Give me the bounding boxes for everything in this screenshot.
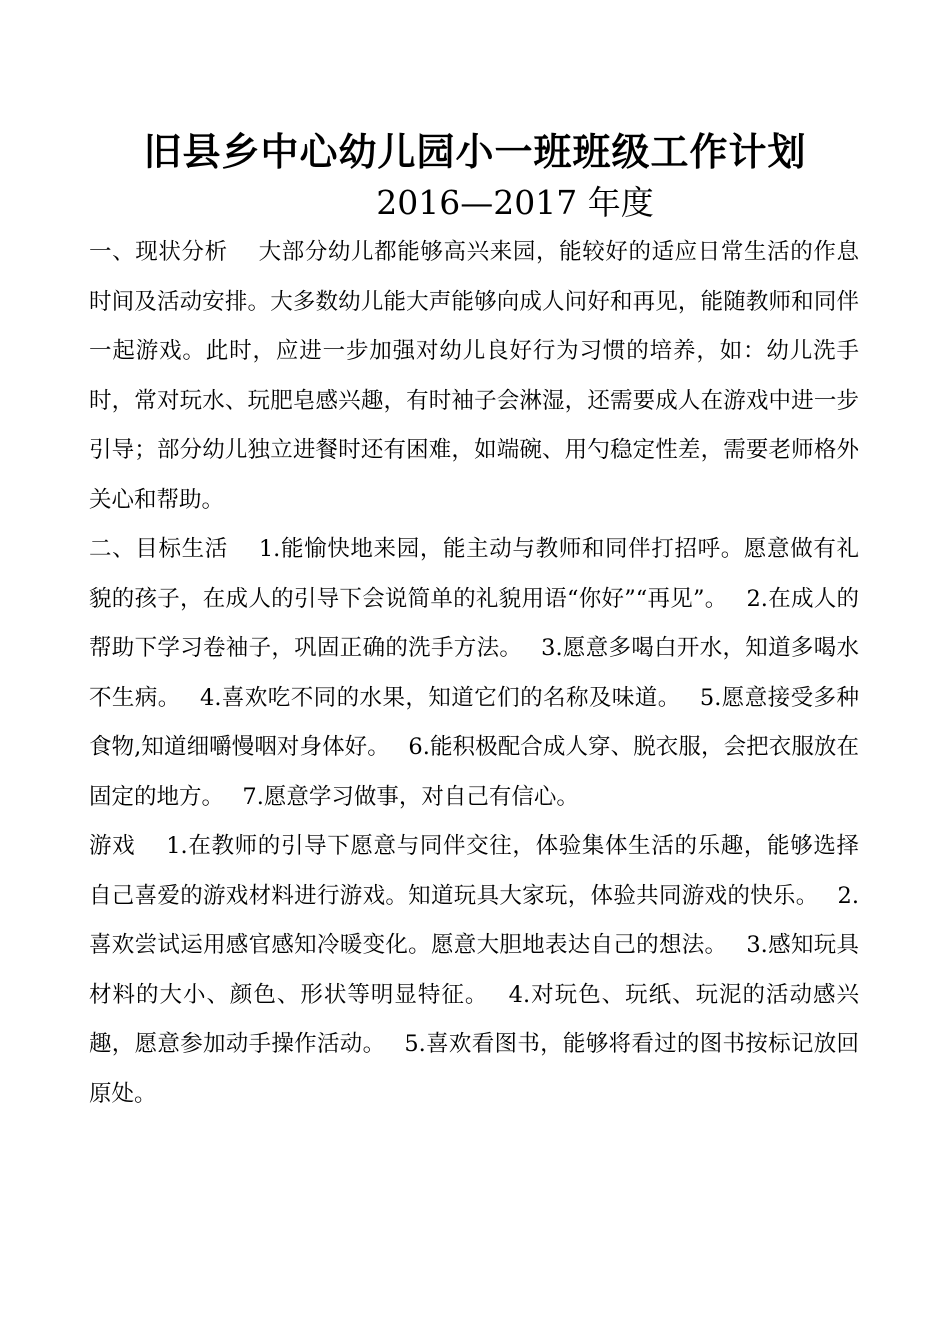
paragraph-game-goals: 游戏 1.在教师的引导下愿意与同伴交往，体验集体生活的乐趣，能够选择自己喜爱的游戏材料进行游戏。知道玩具大家玩，体验共同游戏的快乐。 2.喜欢尝试运用感官感知冷暖变化。愿意大胆地表达自己的想法。 3.感知玩具材料的大小、颜色、形状等明显特征。 4.对玩色、玩纸、玩泥的活动感兴趣，愿意参加动手操作活动。 5.喜欢看图书，能够将看过的图书按标记放回原处。 <box>89 833 859 1107</box>
paragraph-status-analysis: 一、现状分析 大部分幼儿都能够高兴来园，能较好的适应日常生活的作息时间及活动安排。大多数幼儿能大声能够向成人问好和再见，能随教师和同伴一起游戏。此时，应进一步加强对幼儿良好行为习惯的培养，如：幼儿洗手时，常对玩水、玩肥皂感兴趣，有时袖子会淋湿，还需要成人在游戏中进一步引导；部分幼儿独立进餐时还有困难，如端碗、用勺稳定性差，需要老师格外关心和帮助。 <box>89 239 859 513</box>
document-subtitle: 2016—2017 年度 <box>376 183 654 222</box>
document-title: 旧县乡中心幼儿园小一班班级工作计划 <box>143 130 807 174</box>
paragraph-life-goals: 二、目标生活 1.能愉快地来园，能主动与教师和同伴打招呼。愿意做有礼貌的孩子，在成人的引导下会说简单的礼貌用语“你好”“再见”。 2.在成人的帮助下学习卷袖子，巩固正确的洗手方法。 3.愿意多喝白开水，知道多喝水不生病。 4.喜欢吃不同的水果，知道它们的名称及味道。 5.愿意接受多种食物,知道细嚼慢咽对身体好。 6.能积极配合成人穿、脱衣服，会把衣服放在固定的地方。 7.愿意学习做事，对自己有信心。 <box>89 536 859 810</box>
document-body <box>89 228 859 1119</box>
